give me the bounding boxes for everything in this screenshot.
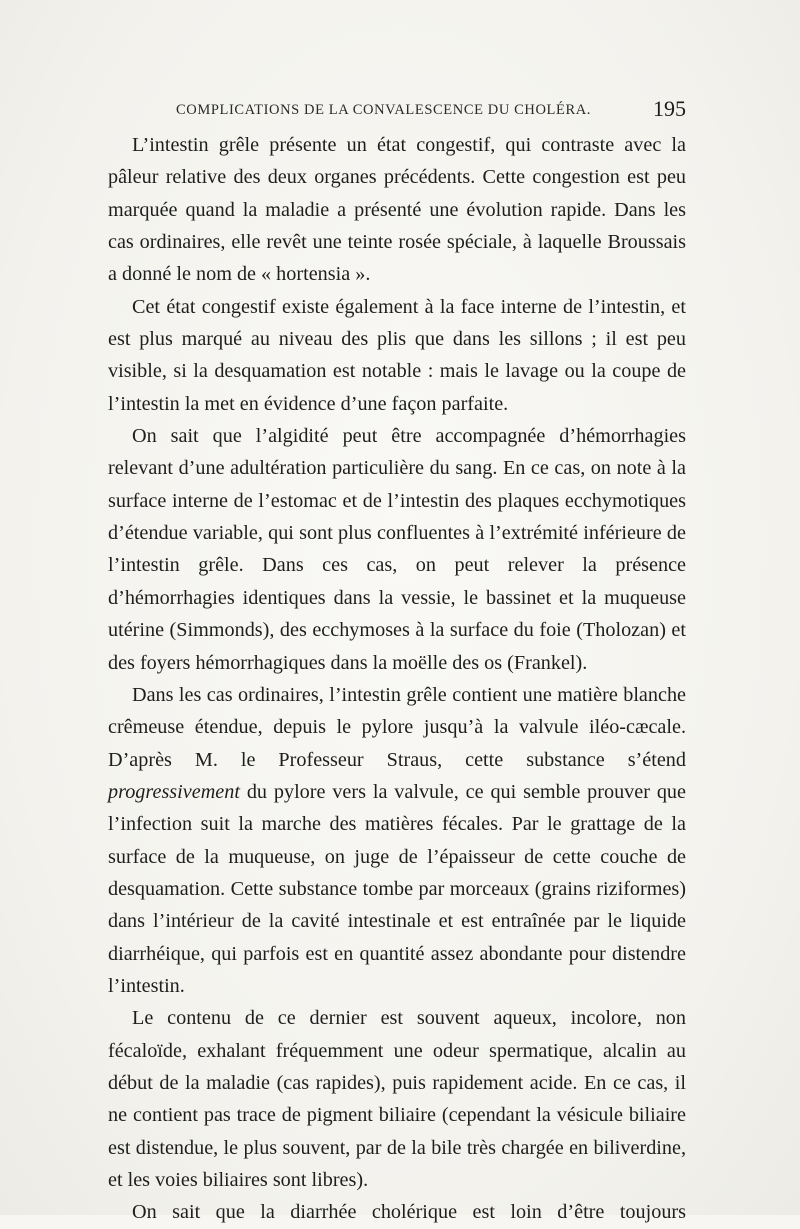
paragraph-matiere-cremeuse-part-1: Dans les cas ordinaires, l’intestin grêle contient une matière blanche crêmeuse étendue, depuis le pylore jusqu’à la valvule iléo-cæcale. D’après M. le Professeur Straus, cette substance s’étend [108,683,686,771]
running-head [108,98,686,124]
italic-progressivement: progressivement [108,780,240,803]
paragraph-matiere-cremeuse [108,679,686,1002]
body-text [108,129,686,1229]
paragraph-diarrhee: On sait que la diarrhée cholérique est loin d’être toujours [132,1201,686,1224]
paragraph-hemorrhagies: On sait que l’algidité peut être accompagnée d’hémorrhagies relevant d’une adultération particulière du sang. En ce cas, on note à la surface interne de l’estomac et de l’intestin des plaques ecchymotiques d’étendue variable, qui sont plus confluentes à l’extrémité inférieure de l’intestin grêle. Dans ces cas, on peut relever la présence d’hémorrhagies identiques dans la vessie, le bassinet et la muqueuse utérine (Simmonds), des ecchymoses à la surface du foie (Tholozan) et des foyers hémorrhagiques dans la moëlle des os (Frankel). [108,425,686,674]
page-number: 195 [653,96,686,121]
paragraph-face-interne: Cet état congestif existe également à la face interne de l’intestin, et est plus marqué au niveau des plis que dans les sillons ; il est peu visible, si la desquamation est notable : mais le lavage ou la coupe de l’intestin la met en évidence d’une façon parfaite. [108,295,686,415]
running-title: COMPLICATIONS DE LA CONVALESCENCE DU CHOLÉRA. [176,102,592,118]
paragraph-intestin-congestif: L’intestin grêle présente un état congestif, qui contraste avec la pâleur relative des deux organes précédents. Cette congestion est peu marquée quand la maladie a présenté une évolution rapide. Dans les cas ordinaires, elle revêt une teinte rosée spéciale, à laquelle Broussais a donné le nom de « hortensia ». [108,134,686,286]
paragraph-matiere-cremeuse-part-2: du pylore vers la valvule, ce qui semble prouver que l’infection suit la marche des matières fécales. Par le grattage de la surface de la muqueuse, on juge de l’épaisseur de cette couche de desquamation. Cette substance tombe par morceaux (grains riziformes) dans l’intérieur de la cavité intestinale et est entraînée par le liquide diarrhéique, qui parfois est en quantité assez abondante pour distendre l’intestin. [108,780,686,997]
paragraph-contenu: Le contenu de ce dernier est souvent aqueux, incolore, non fécaloïde, exhalant fréquemment une odeur spermatique, alcalin au début de la maladie (cas rapides), puis rapidement acide. En ce cas, il ne contient pas trace de pigment biliaire (cependant la vésicule biliaire est distendue, le plus souvent, par de la bile très chargée en biliverdine, et les voies biliaires sont libres). [108,1007,686,1191]
